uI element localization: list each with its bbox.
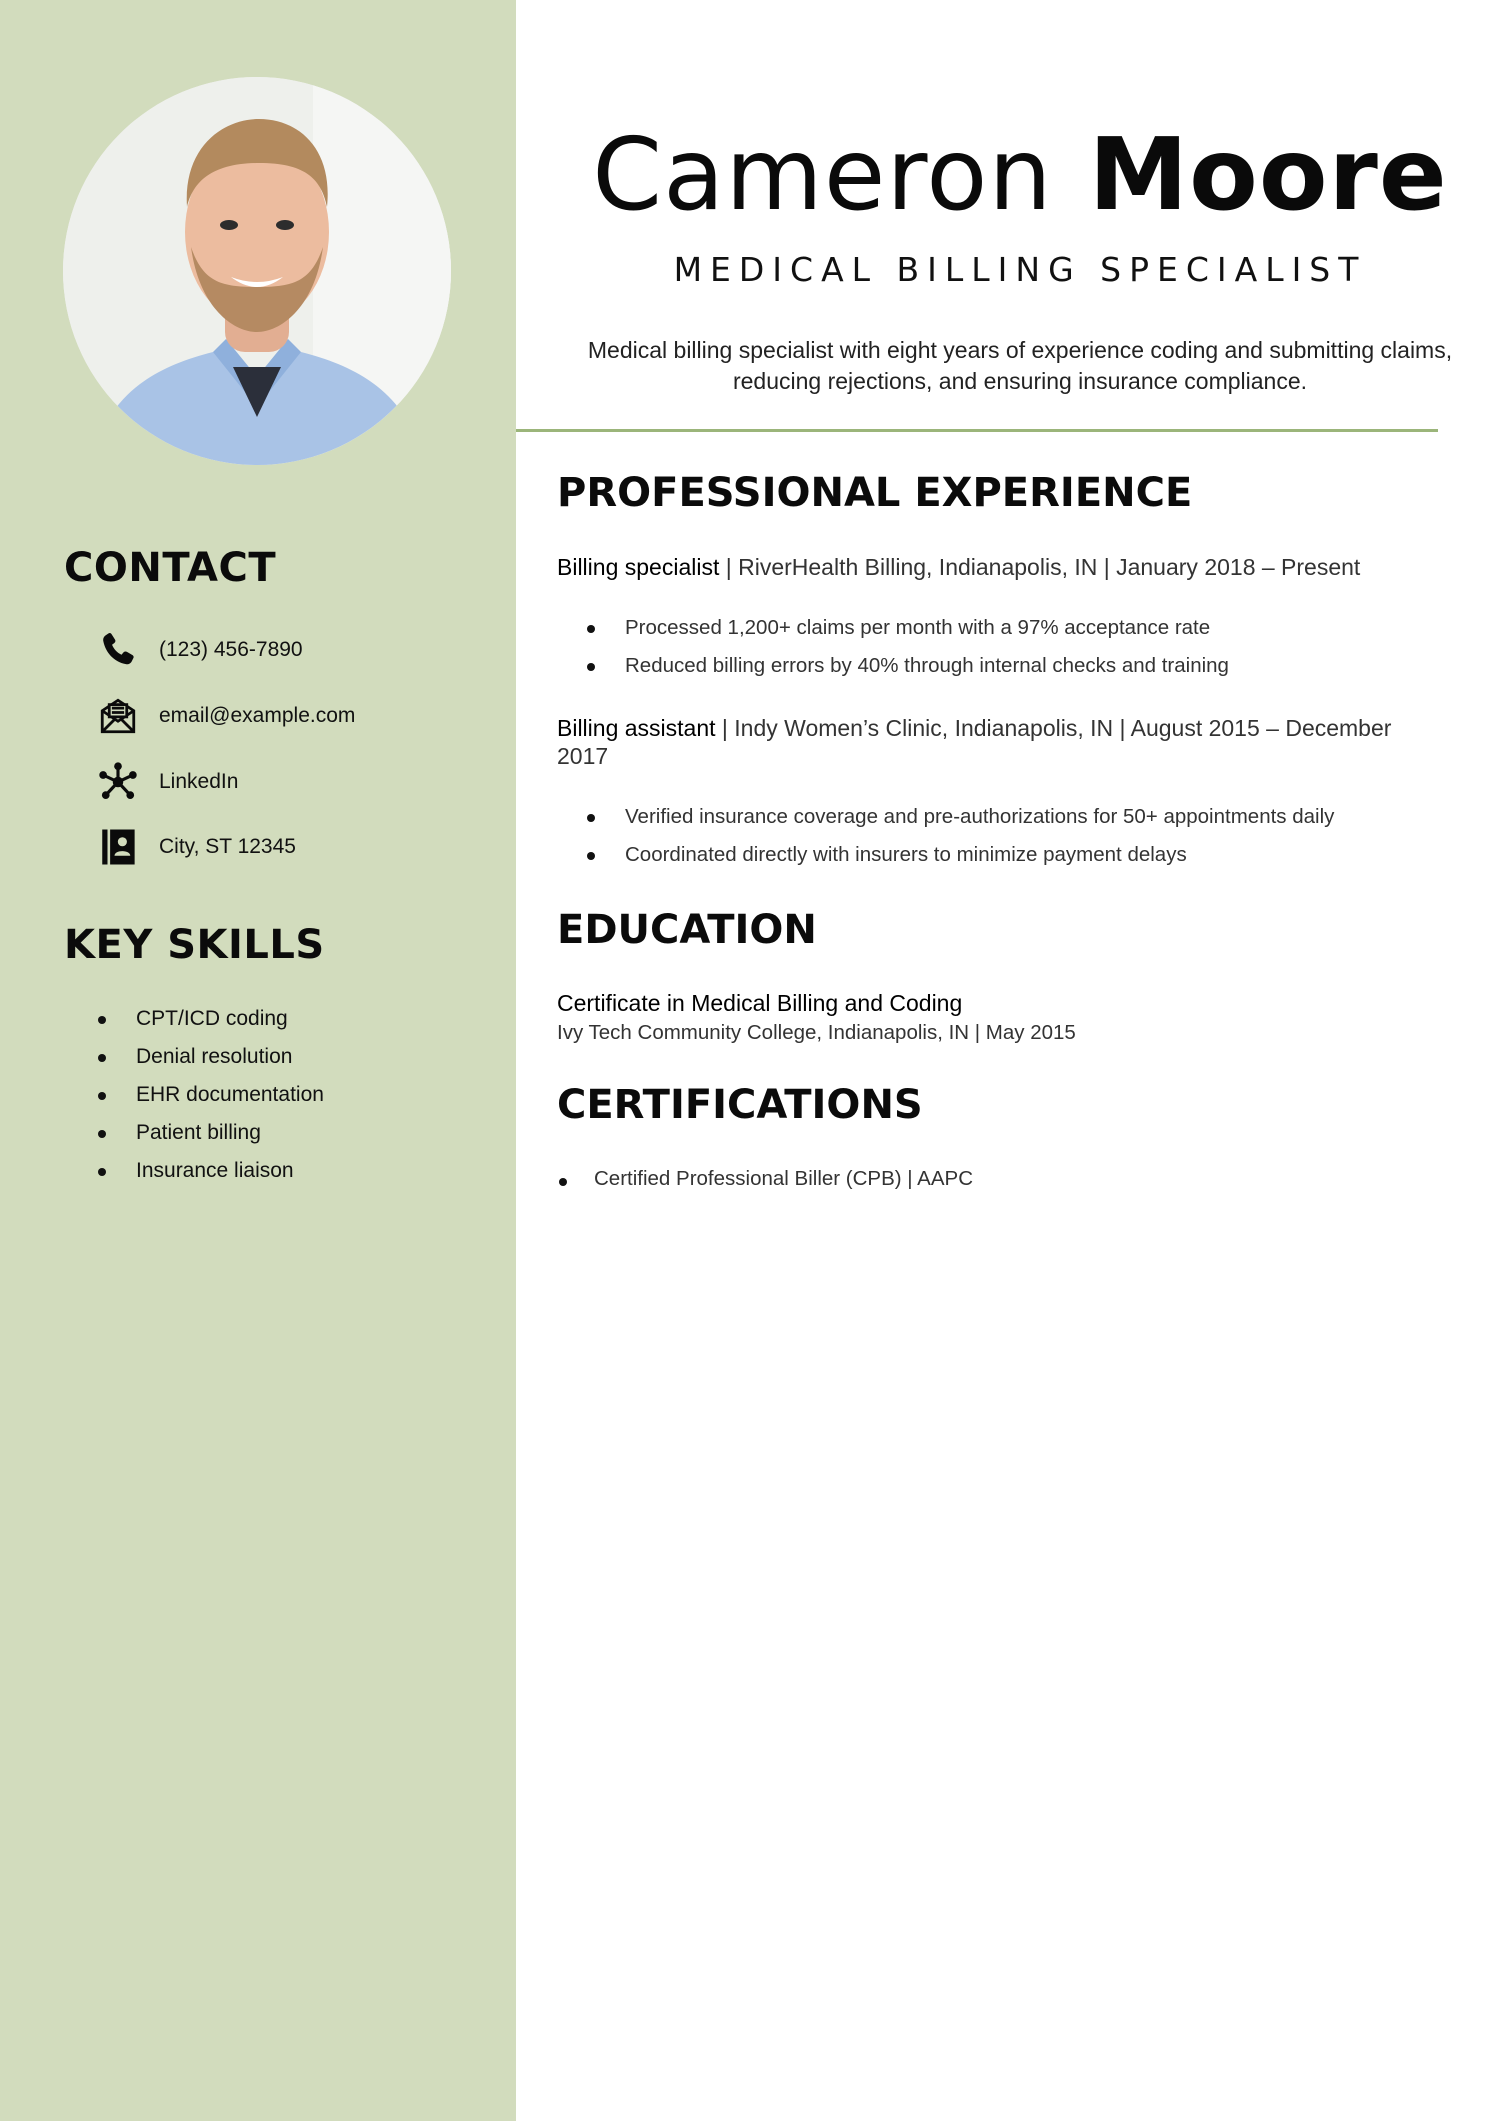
- job-header: [557, 553, 1437, 581]
- address-book-icon: [96, 825, 140, 869]
- skill-item: Patient billing: [96, 1114, 324, 1152]
- skill-item: CPT/ICD coding: [96, 1000, 324, 1038]
- education-school: Ivy Tech Community College, Indianapolis, IN | May 2015: [557, 1021, 1076, 1044]
- job-bullets: [585, 609, 1229, 685]
- job-bullets: [585, 798, 1334, 874]
- certifications-list: [557, 1160, 973, 1198]
- profile-photo: [63, 77, 451, 465]
- contact-linkedin: [96, 758, 239, 806]
- envelope-icon: [96, 694, 140, 738]
- skill-item: EHR documentation: [96, 1076, 324, 1114]
- contact-address-text: City, ST 12345: [159, 835, 296, 858]
- job-bullet: Verified insurance coverage and pre-authorizations for 50+ appointments daily: [585, 798, 1334, 836]
- job-role: Billing assistant: [557, 715, 716, 741]
- job-bullet: Coordinated directly with insurers to minimize payment delays: [585, 836, 1334, 874]
- profile-photo-illustration: [63, 77, 451, 465]
- experience-heading: PROFESSIONAL EXPERIENCE: [557, 470, 1193, 516]
- contact-phone-text: (123) 456-7890: [159, 638, 303, 661]
- contact-address: [96, 823, 296, 871]
- first-name: Cameron: [592, 116, 1053, 233]
- header-divider: [516, 429, 1438, 432]
- profile-summary: Medical billing specialist with eight years of experience coding and submitting claims, reducing rejections, and ensuring insurance compliance.: [587, 337, 1453, 394]
- certification-item: Certified Professional Biller (CPB) | AAPC: [557, 1160, 973, 1198]
- job-details: | Indy Women’s Clinic, Indianapolis, IN | August 2015 – December 2017: [557, 715, 1392, 769]
- skill-item: Denial resolution: [96, 1038, 324, 1076]
- contact-linkedin-text[interactable]: LinkedIn: [159, 770, 239, 793]
- job-bullet: Reduced billing errors by 40% through internal checks and training: [585, 647, 1229, 685]
- key-skills-heading: KEY SKILLS: [64, 922, 325, 968]
- candidate-name: [540, 110, 1500, 240]
- phone-icon: [96, 628, 140, 672]
- education-degree: Certificate in Medical Billing and Coding: [557, 990, 963, 1016]
- job-details: | RiverHealth Billing, Indianapolis, IN | January 2018 – Present: [719, 554, 1361, 580]
- certifications-heading: CERTIFICATIONS: [557, 1082, 923, 1128]
- last-name: Moore: [1088, 116, 1448, 233]
- job-bullet: Processed 1,200+ claims per month with a 97% acceptance rate: [585, 609, 1229, 647]
- job-title: MEDICAL BILLING SPECIALIST: [673, 250, 1367, 289]
- contact-phone: [96, 626, 303, 674]
- education-heading: EDUCATION: [557, 907, 817, 953]
- contact-heading: CONTACT: [64, 545, 277, 591]
- contact-email-text[interactable]: email@example.com: [159, 704, 356, 727]
- skills-list: [96, 1000, 324, 1190]
- job-header: [557, 714, 1437, 770]
- skill-item: Insurance liaison: [96, 1152, 324, 1190]
- job-role: Billing specialist: [557, 554, 720, 580]
- contact-email: [96, 692, 356, 740]
- network-icon: [96, 760, 140, 804]
